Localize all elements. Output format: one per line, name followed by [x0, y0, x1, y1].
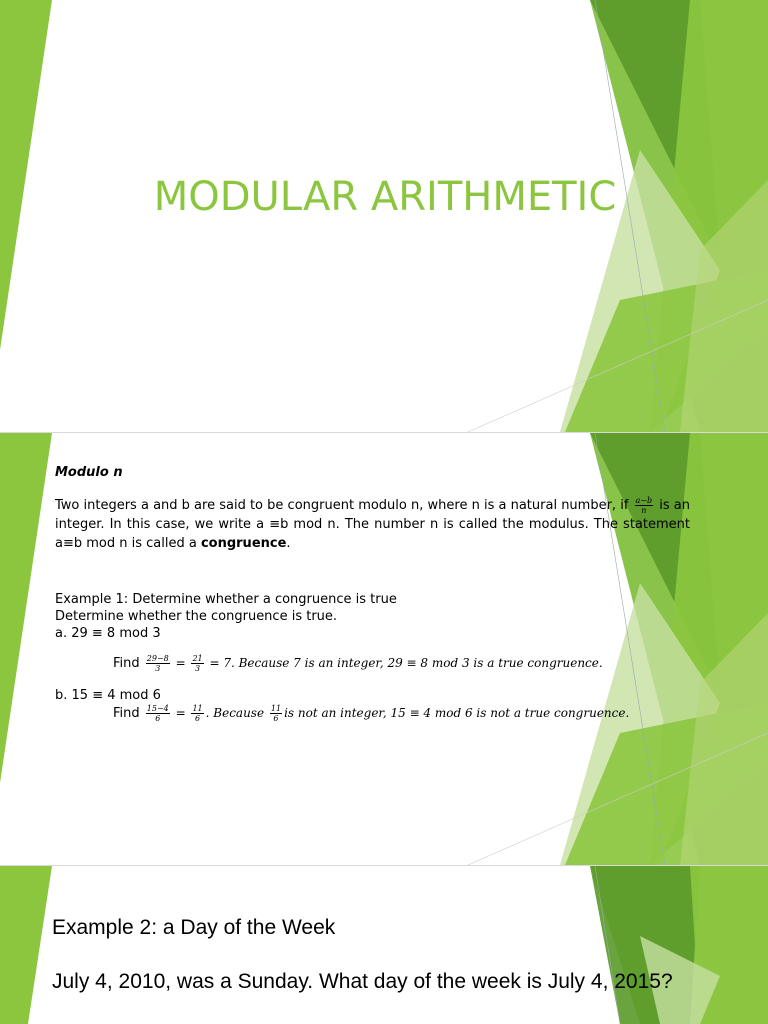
slide-title: MODULAR ARITHMETIC [153, 174, 617, 220]
title-slide [0, 0, 768, 432]
because-word: . Because [205, 706, 268, 720]
fraction-11-over-6 [191, 704, 203, 723]
fraction-denominator: 3 [195, 664, 201, 673]
example1-solution-b [55, 704, 690, 723]
content-slide [0, 433, 768, 865]
fraction-numerator: 21 [192, 654, 203, 663]
example2-title: Example 2: a Day of the Week [52, 916, 336, 939]
fraction-denominator: 3 [155, 664, 161, 673]
fraction-denominator: n [641, 506, 647, 515]
example1-item-a: a. 29 ≡ 8 mod 3 [55, 626, 161, 641]
fraction-denominator: 6 [273, 714, 279, 723]
example2-question: July 4, 2010, was a Sunday. What day of the week is July 4, 2015? [52, 970, 673, 993]
slide-body [55, 463, 690, 723]
example1-subtitle: Determine whether the congruence is true. [55, 609, 338, 624]
fraction-numerator: 11 [192, 704, 203, 713]
fraction-numerator: 29−8 [146, 654, 169, 663]
fraction-denominator: 6 [155, 714, 161, 723]
equals-sign: = [171, 656, 190, 670]
equals-sign: = [171, 706, 190, 720]
find-word: Find [113, 706, 144, 721]
fraction-a-minus-b-over-n [635, 496, 654, 515]
solution-b-text: is not an integer, 15 ≡ 4 mod 6 is not a true congruence. [284, 706, 630, 720]
example1-solution-a [55, 654, 690, 673]
fraction-numerator: 15−4 [146, 704, 169, 713]
definition-end: . [286, 536, 291, 551]
fraction-21-over-3 [191, 654, 203, 673]
definition-text-1: Two integers a and b are said to be congruent modulo n, where n is a natural number, if [55, 498, 633, 513]
fraction-denominator: 6 [195, 714, 201, 723]
example1-item-b: b. 15 ≡ 4 mod 6 [55, 688, 161, 703]
definition-paragraph [55, 496, 690, 553]
green-decoration-graphic [0, 866, 768, 1024]
congruence-term: congruence [200, 536, 287, 551]
section-heading: Modulo n [55, 465, 123, 480]
find-word: Find [113, 656, 144, 671]
example2-slide [0, 866, 768, 1024]
definition-text-2: is an integer. In this case, we write a ≡b mod n. The number n is called the modulus. The statement a≡b mod n is called a [55, 498, 690, 551]
fraction-11-over-6-second [270, 704, 282, 723]
example1-title: Example 1: Determine whether a congruence is true [55, 592, 397, 607]
fraction-numerator: 11 [270, 704, 282, 713]
fraction-15-minus-4-over-6 [146, 704, 170, 723]
fraction-numerator: a−b [635, 496, 653, 505]
solution-a-text: = 7. Because 7 is an integer, 29 ≡ 8 mod 3 is a true congruence. [205, 656, 603, 670]
fraction-29-minus-8-over-3 [146, 654, 170, 673]
